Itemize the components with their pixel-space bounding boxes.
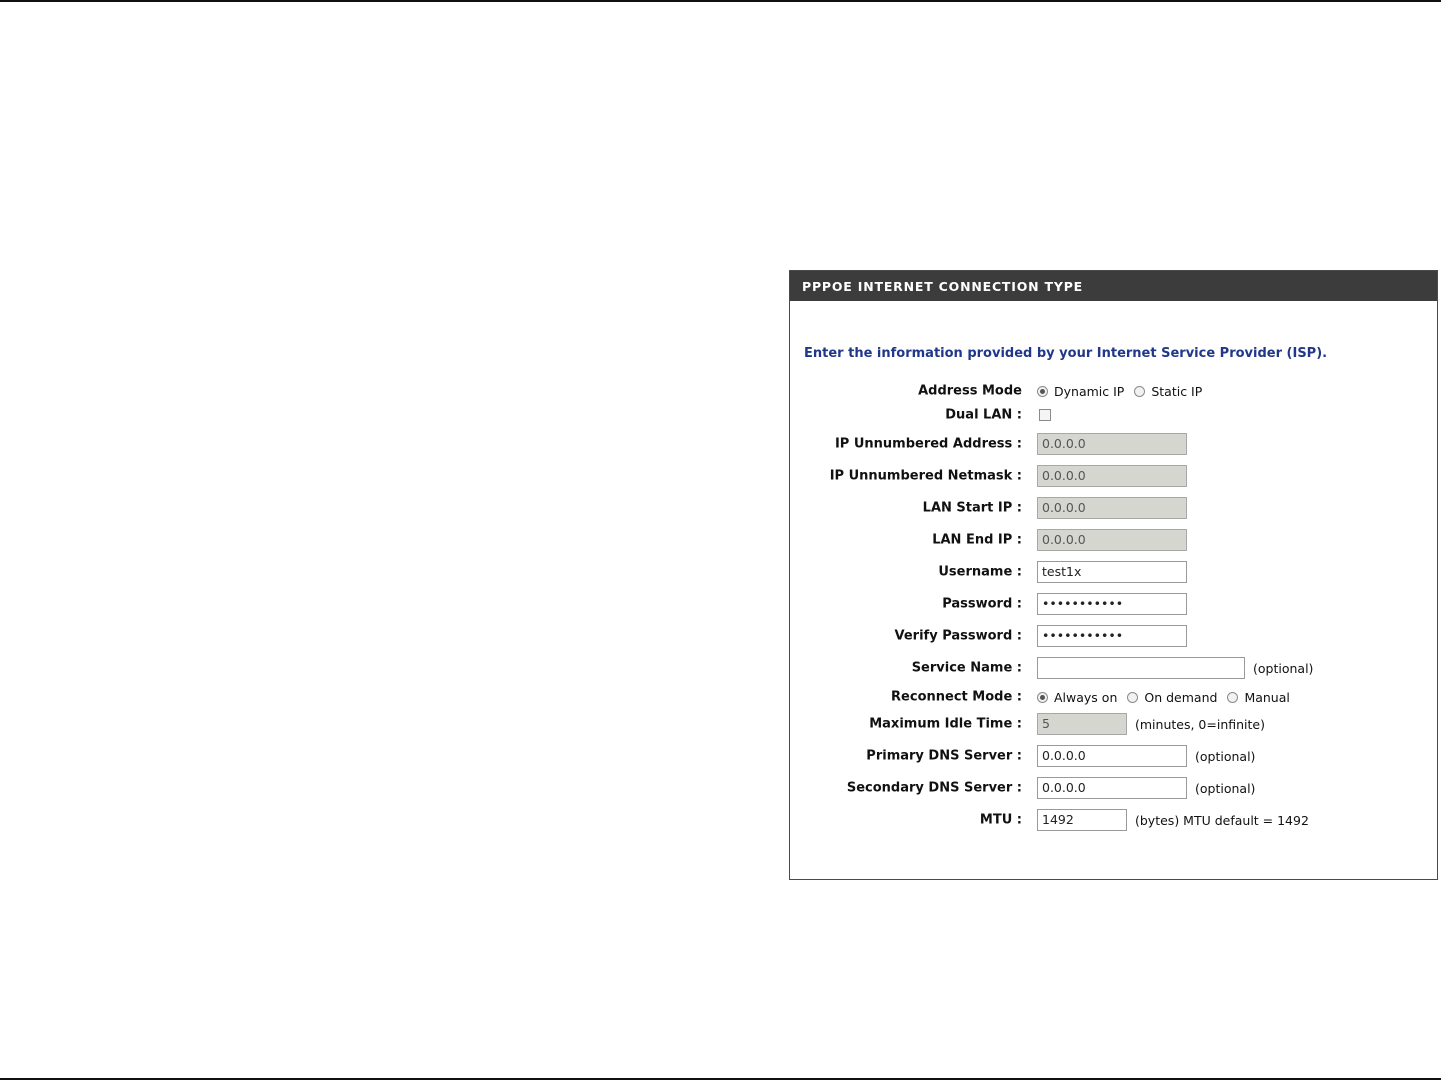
max-idle-time-label: Maximum Idle Time : bbox=[869, 716, 1022, 732]
username-control bbox=[1037, 560, 1187, 584]
ip-unnumbered-address-control bbox=[1037, 432, 1187, 456]
intro-text: Enter the information provided by your Internet Service Provider (ISP). bbox=[804, 346, 1328, 361]
address-mode-dynamic-radio[interactable] bbox=[1037, 386, 1048, 397]
address-mode-static-label[interactable]: Static IP bbox=[1151, 383, 1203, 399]
secondary-dns-row bbox=[791, 776, 1436, 800]
reconnect-manual-radio[interactable] bbox=[1227, 692, 1238, 703]
reconnect-on-demand-radio[interactable] bbox=[1127, 692, 1138, 703]
ip-unnumbered-netmask-row bbox=[791, 464, 1436, 488]
verify-password-field[interactable]: ••••••••••• bbox=[1037, 625, 1187, 647]
reconnect-mode-options bbox=[1037, 685, 1300, 709]
username-label: Username : bbox=[938, 564, 1022, 580]
primary-dns-control bbox=[1037, 744, 1255, 768]
address-mode-options bbox=[1037, 379, 1212, 403]
reconnect-on-demand-label[interactable]: On demand bbox=[1144, 689, 1218, 705]
reconnect-mode-row bbox=[791, 685, 1436, 709]
primary-dns-field[interactable]: 0.0.0.0 bbox=[1037, 745, 1187, 767]
ip-unnumbered-address-field: 0.0.0.0 bbox=[1037, 433, 1187, 455]
primary-dns-note: (optional) bbox=[1195, 748, 1256, 764]
primary-dns-label: Primary DNS Server : bbox=[866, 748, 1022, 764]
lan-end-ip-control bbox=[1037, 528, 1187, 552]
verify-password-row bbox=[791, 624, 1436, 648]
dual-lan-label: Dual LAN : bbox=[945, 407, 1022, 423]
lan-start-ip-field: 0.0.0.0 bbox=[1037, 497, 1187, 519]
panel-title: PPPOE INTERNET CONNECTION TYPE bbox=[790, 271, 1437, 301]
password-control bbox=[1037, 592, 1187, 616]
max-idle-time-control bbox=[1037, 712, 1265, 736]
max-idle-time-row bbox=[791, 712, 1436, 736]
dual-lan-checkbox[interactable] bbox=[1039, 409, 1051, 421]
max-idle-time-field: 5 bbox=[1037, 713, 1127, 735]
address-mode-dynamic-label[interactable]: Dynamic IP bbox=[1054, 383, 1125, 399]
reconnect-always-on-label[interactable]: Always on bbox=[1054, 689, 1118, 705]
verify-password-control bbox=[1037, 624, 1187, 648]
ip-unnumbered-netmask-control bbox=[1037, 464, 1187, 488]
verify-password-label: Verify Password : bbox=[894, 628, 1022, 644]
lan-end-ip-field: 0.0.0.0 bbox=[1037, 529, 1187, 551]
reconnect-mode-label: Reconnect Mode : bbox=[891, 689, 1022, 705]
username-field[interactable]: test1x bbox=[1037, 561, 1187, 583]
max-idle-time-note: (minutes, 0=infinite) bbox=[1135, 716, 1265, 732]
password-field[interactable]: ••••••••••• bbox=[1037, 593, 1187, 615]
service-name-label: Service Name : bbox=[911, 660, 1022, 676]
lan-start-ip-label: LAN Start IP : bbox=[922, 500, 1022, 516]
username-row bbox=[791, 560, 1436, 584]
password-row bbox=[791, 592, 1436, 616]
secondary-dns-field[interactable]: 0.0.0.0 bbox=[1037, 777, 1187, 799]
lan-start-ip-control bbox=[1037, 496, 1187, 520]
lan-end-ip-row bbox=[791, 528, 1436, 552]
ip-unnumbered-netmask-label: IP Unnumbered Netmask : bbox=[829, 468, 1022, 484]
primary-dns-row bbox=[791, 744, 1436, 768]
mtu-control bbox=[1037, 808, 1309, 832]
service-name-row bbox=[791, 656, 1436, 680]
dual-lan-row bbox=[791, 403, 1436, 427]
secondary-dns-label: Secondary DNS Server : bbox=[846, 780, 1022, 796]
ip-unnumbered-address-row bbox=[791, 432, 1436, 456]
address-mode-static-radio[interactable] bbox=[1134, 386, 1145, 397]
service-name-note: (optional) bbox=[1253, 660, 1314, 676]
service-name-control bbox=[1037, 656, 1313, 680]
bottom-divider bbox=[0, 1078, 1441, 1080]
panel-body bbox=[790, 301, 1437, 879]
reconnect-always-on-radio[interactable] bbox=[1037, 692, 1048, 703]
reconnect-manual-label[interactable]: Manual bbox=[1244, 689, 1290, 705]
mtu-row bbox=[791, 808, 1436, 832]
secondary-dns-note: (optional) bbox=[1195, 780, 1256, 796]
top-divider bbox=[0, 0, 1441, 2]
service-name-field[interactable] bbox=[1037, 657, 1245, 679]
password-label: Password : bbox=[942, 596, 1022, 612]
dual-lan-control bbox=[1037, 403, 1051, 427]
ip-unnumbered-netmask-field: 0.0.0.0 bbox=[1037, 465, 1187, 487]
pppoe-settings-panel bbox=[789, 270, 1438, 880]
lan-end-ip-label: LAN End IP : bbox=[932, 532, 1022, 548]
lan-start-ip-row bbox=[791, 496, 1436, 520]
ip-unnumbered-address-label: IP Unnumbered Address : bbox=[834, 436, 1022, 452]
mtu-note: (bytes) MTU default = 1492 bbox=[1135, 812, 1309, 828]
mtu-field[interactable]: 1492 bbox=[1037, 809, 1127, 831]
secondary-dns-control bbox=[1037, 776, 1255, 800]
address-mode-label: Address Mode bbox=[918, 383, 1022, 399]
mtu-label: MTU : bbox=[979, 812, 1022, 828]
address-mode-row bbox=[791, 379, 1436, 403]
